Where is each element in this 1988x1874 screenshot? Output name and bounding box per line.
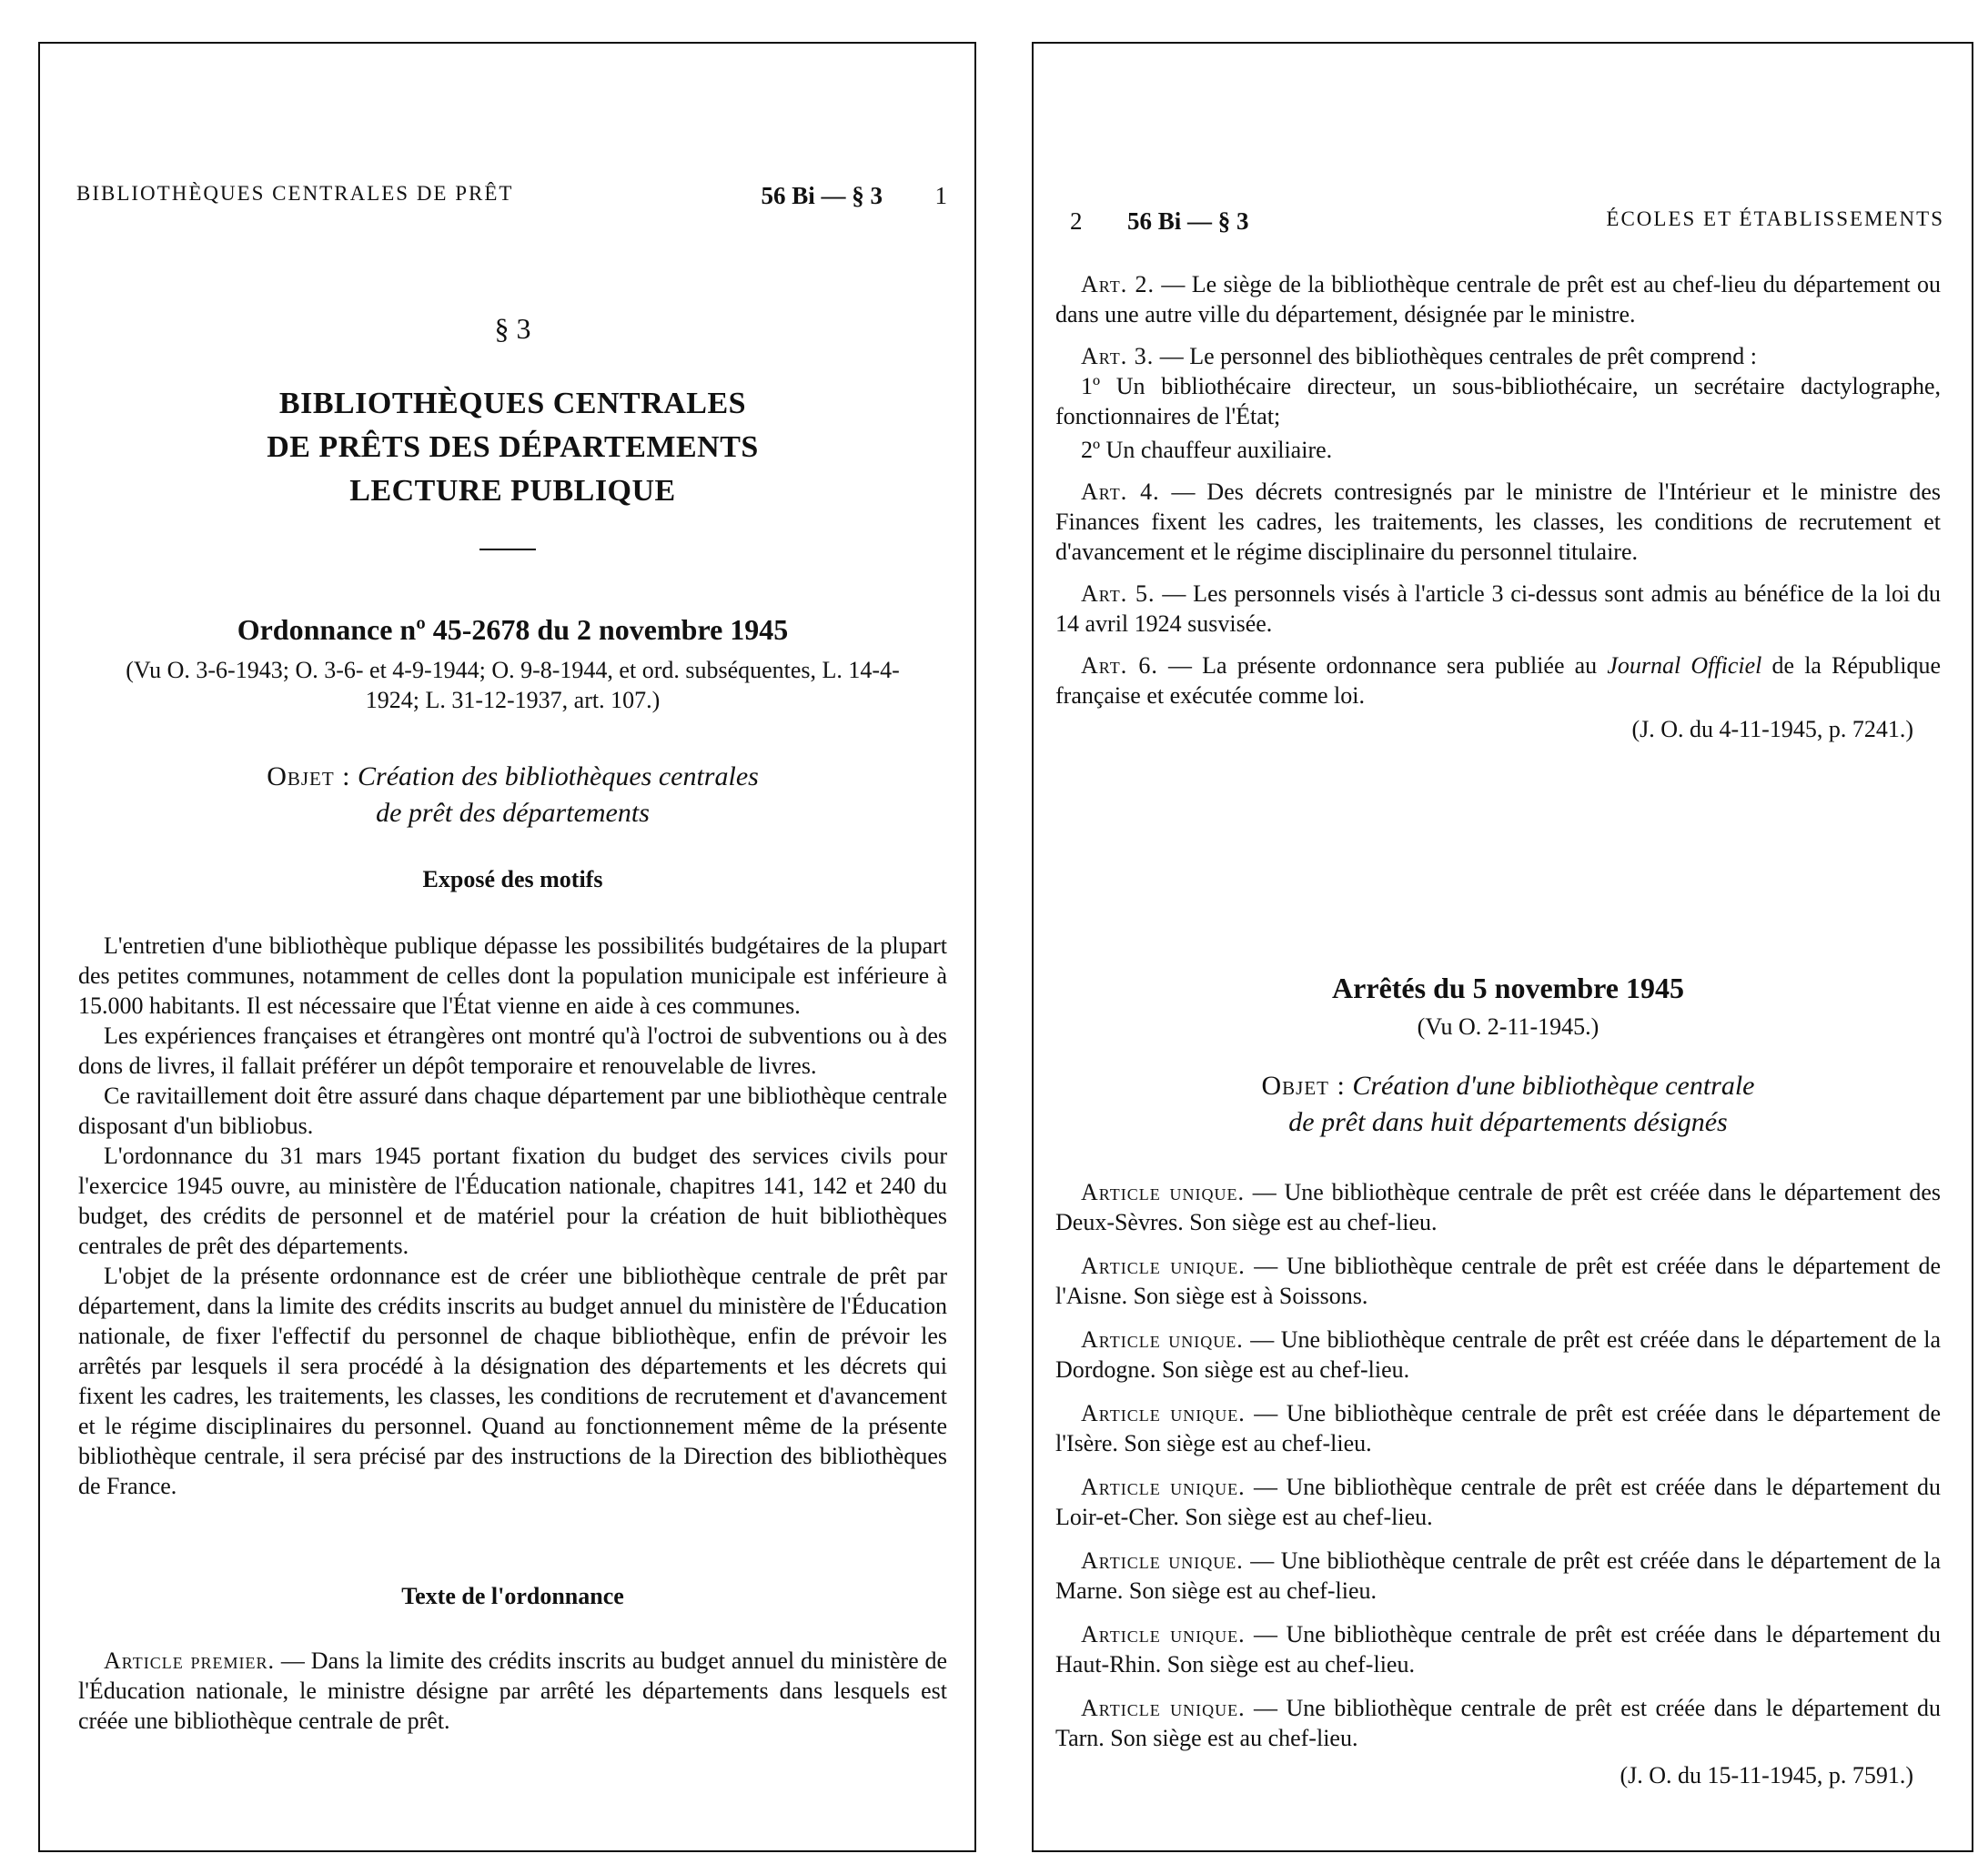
- ordonnance-refs: (Vu O. 3-6-1943; O. 3-6- et 4-9-1944; O. 9-8-1944, et ord. subséquentes, L. 14-4-1924; L. 31-12-1937, art. 107.): [126, 657, 900, 713]
- articles-block: [1055, 269, 1941, 743]
- article-unique-text: — Une bibliothèque centrale de prêt est créée dans le département de l'Isère. Son siège est au chef-lieu.: [1055, 1400, 1942, 1456]
- header-title: ÉCOLES ET ÉTABLISSEMENTS: [1606, 207, 1944, 230]
- article-unique-text: — Une bibliothèque centrale de prêt est créée dans le département de la Marne. Son siège est au chef-lieu.: [1055, 1547, 1941, 1604]
- texte-heading: Texte de l'ordonnance: [401, 1583, 624, 1609]
- art6-journal: Journal Officiel: [1607, 652, 1762, 679]
- article-premier-text: — Dans la limite des crédits inscrits au budget annuel du ministère de l'Éducation nationale, le ministre désigne par arrêté les départements dans lesquels est créée une bibliothèque centrale de prêt.: [78, 1647, 947, 1734]
- art3-item-2: 2º Un chauffeur auxiliaire.: [1081, 437, 1333, 463]
- title-line-3: LECTURE PUBLIQUE: [349, 474, 676, 508]
- expose-paragraph-5: L'objet de la présente ordonnance est de créer une bibliothèque centrale de prêt par département, dans la limite des crédits inscrits au budget annuel du ministère de l'Éducation nationale, de fixer l'effectif du personnel de chaque bibliothèque, enfin de prévoir les arrêtés par lesquels il sera procédé à la désignation des départements et les décrets qui fixent les cadres, les traitements, les classes, les conditions de recrutement et d'avancement et le régime disciplinaires du personnel. Quand au fonctionnement même de la présente bibliothèque centrale, il sera précisé par des instructions de la Direction des bibliothèques de France.: [78, 1263, 947, 1499]
- arretes-refs: (Vu O. 2-11-1945.): [1417, 1013, 1599, 1040]
- article-unique-text: — Une bibliothèque centrale de prêt est créée dans le département du Tarn. Son siège est au chef-lieu.: [1055, 1695, 1941, 1751]
- arretes-title: Arrêtés du 5 novembre 1945: [1332, 972, 1684, 1004]
- article-unique-label: Article unique.: [1081, 1326, 1244, 1353]
- art6-label: Art. 6.: [1081, 652, 1158, 679]
- objet-label: Objet :: [267, 761, 351, 791]
- art5-label: Art. 5.: [1081, 580, 1155, 607]
- expose-paragraph-3: Ce ravitaillement doit être assuré dans chaque département par une bibliothèque centrale disposant d'un bibliobus.: [78, 1083, 947, 1139]
- article-unique-label: Article unique.: [1081, 1547, 1244, 1574]
- jo-reference-1: (J. O. du 4-11-1945, p. 7241.): [1631, 716, 1913, 742]
- article-4: [1055, 477, 1941, 567]
- article-5: [1055, 579, 1941, 639]
- article-unique-text: — Une bibliothèque centrale de prêt est créée dans le département du Loir-et-Cher. Son siège est au chef-lieu.: [1055, 1474, 1941, 1530]
- article-unique-8: [1055, 1693, 1941, 1753]
- article-unique-text: — Une bibliothèque centrale de prêt est créée dans le département de la Dordogne. Son siège est au chef-lieu.: [1055, 1326, 1941, 1383]
- article-unique-label: Article unique.: [1081, 1621, 1246, 1647]
- expose-body: [78, 931, 947, 1501]
- article-unique-label: Article unique.: [1081, 1253, 1246, 1279]
- title-line-2: DE PRÊTS DES DÉPARTEMENTS: [267, 430, 759, 464]
- header-title: BIBLIOTHÈQUES CENTRALES DE PRÊT: [76, 182, 514, 205]
- objet-block: [1072, 1068, 1944, 1141]
- art2-text: — Le siège de la bibliothèque centrale de prêt est au chef-lieu du département ou dans une autre ville du département, désignée par le ministre.: [1055, 271, 1941, 327]
- article-unique-4: [1055, 1398, 1941, 1458]
- expose-paragraph-4: L'ordonnance du 31 mars 1945 portant fixation du budget des services civils pour l'exercice 1945 ouvre, au ministère de l'Éducation nationale, chapitres 141, 142 et 240 du budget, des crédits de personnel et de matériel pour la création de huit bibliothèques centrales de prêt des départements.: [78, 1143, 947, 1259]
- article-6: [1055, 650, 1941, 710]
- art5-text: — Les personnels visés à l'article 3 ci-dessus sont admis au bénéfice de la loi du 14 avril 1924 susvisée.: [1055, 580, 1941, 637]
- art3-item-1: 1º Un bibliothécaire directeur, un sous-bibliothécaire, un secrétaire dactylographe, fonctionnaires de l'État;: [1055, 373, 1941, 429]
- section-mark: § 3: [494, 312, 531, 345]
- title-line-1: BIBLIOTHÈQUES CENTRALES: [278, 387, 747, 420]
- article-3: [1055, 341, 1941, 371]
- objet-label: Objet :: [1261, 1071, 1346, 1101]
- article-unique-3: [1055, 1325, 1941, 1385]
- page-number: 2: [1070, 207, 1083, 235]
- expose-paragraph-2: Les expériences françaises et étrangères ont montré qu'à l'octroi de subventions ou à des dons de livres, il fallait préférer un dépôt temporaire et renouvelable de livres.: [78, 1023, 947, 1079]
- left-page: [38, 42, 976, 1852]
- header-code: 56 Bi — § 3: [1127, 207, 1249, 235]
- article-unique-6: [1055, 1546, 1941, 1606]
- objet-text-2: de prêt dans huit départements désignés: [1288, 1107, 1728, 1137]
- article-unique-label: Article unique.: [1081, 1474, 1246, 1500]
- jo-reference-2: (J. O. du 15-11-1945, p. 7591.): [1620, 1762, 1913, 1788]
- article-unique-5: [1055, 1472, 1941, 1532]
- ordonnance-title: Ordonnance nº 45-2678 du 2 novembre 1945: [237, 613, 789, 646]
- article-premier-label: Article premier.: [104, 1647, 276, 1674]
- article-premier: [78, 1646, 947, 1736]
- article-unique-1: [1055, 1177, 1941, 1237]
- art2-label: Art. 2.: [1081, 271, 1155, 297]
- article-unique-2: [1055, 1251, 1941, 1311]
- article-unique-text: — Une bibliothèque centrale de prêt est créée dans le département du Haut-Rhin. Son siège est au chef-lieu.: [1055, 1621, 1941, 1678]
- objet-text-1: Création des bibliothèques centrales: [358, 761, 759, 791]
- title-rule: [479, 549, 536, 550]
- art6-text-a: — La présente ordonnance sera publiée au: [1157, 652, 1608, 679]
- articles-uniques: [1055, 1177, 1941, 1789]
- objet-text-2: de prêt des départements: [376, 798, 650, 828]
- article-unique-label: Article unique.: [1081, 1695, 1246, 1721]
- expose-heading: Exposé des motifs: [422, 866, 603, 892]
- right-page: [1032, 42, 1973, 1852]
- art3-text: — Le personnel des bibliothèques centrales de prêt comprend :: [1154, 343, 1757, 369]
- article-unique-7: [1055, 1619, 1941, 1679]
- art4-label: Art. 4.: [1081, 479, 1160, 505]
- main-title: [78, 382, 947, 513]
- article-unique-label: Article unique.: [1081, 1400, 1246, 1426]
- art3-label: Art. 3.: [1081, 343, 1155, 369]
- art4-text: — Des décrets contresignés par le ministre de l'Intérieur et le ministre des Finances fixent les cadres, les traitements, les classes, les conditions de recrutement et d'avancement et le régime disciplinaire du personnel titulaire.: [1055, 479, 1941, 565]
- objet-block: [78, 759, 947, 831]
- article-unique-label: Article unique.: [1081, 1179, 1245, 1205]
- article-2: [1055, 269, 1941, 329]
- article-unique-text: — Une bibliothèque centrale de prêt est créée dans le département des Deux-Sèvres. Son siège est au chef-lieu.: [1055, 1179, 1942, 1235]
- article-unique-text: — Une bibliothèque centrale de prêt est créée dans le département de l'Aisne. Son siège est à Soissons.: [1055, 1253, 1942, 1309]
- header-code: 56 Bi — § 3: [761, 182, 883, 209]
- expose-paragraph-1: L'entretien d'une bibliothèque publique dépasse les possibilités budgétaires de la plupart des petites communes, notamment de celles dont la population municipale est inférieure à 15.000 habitants. Il est nécessaire que l'État vienne en aide à ces communes.: [78, 932, 947, 1019]
- art6-text-b: de la République française et exécutée comme loi.: [1055, 652, 1941, 709]
- objet-text-1: Création d'une bibliothèque centrale: [1352, 1071, 1755, 1101]
- page-number: 1: [934, 182, 947, 209]
